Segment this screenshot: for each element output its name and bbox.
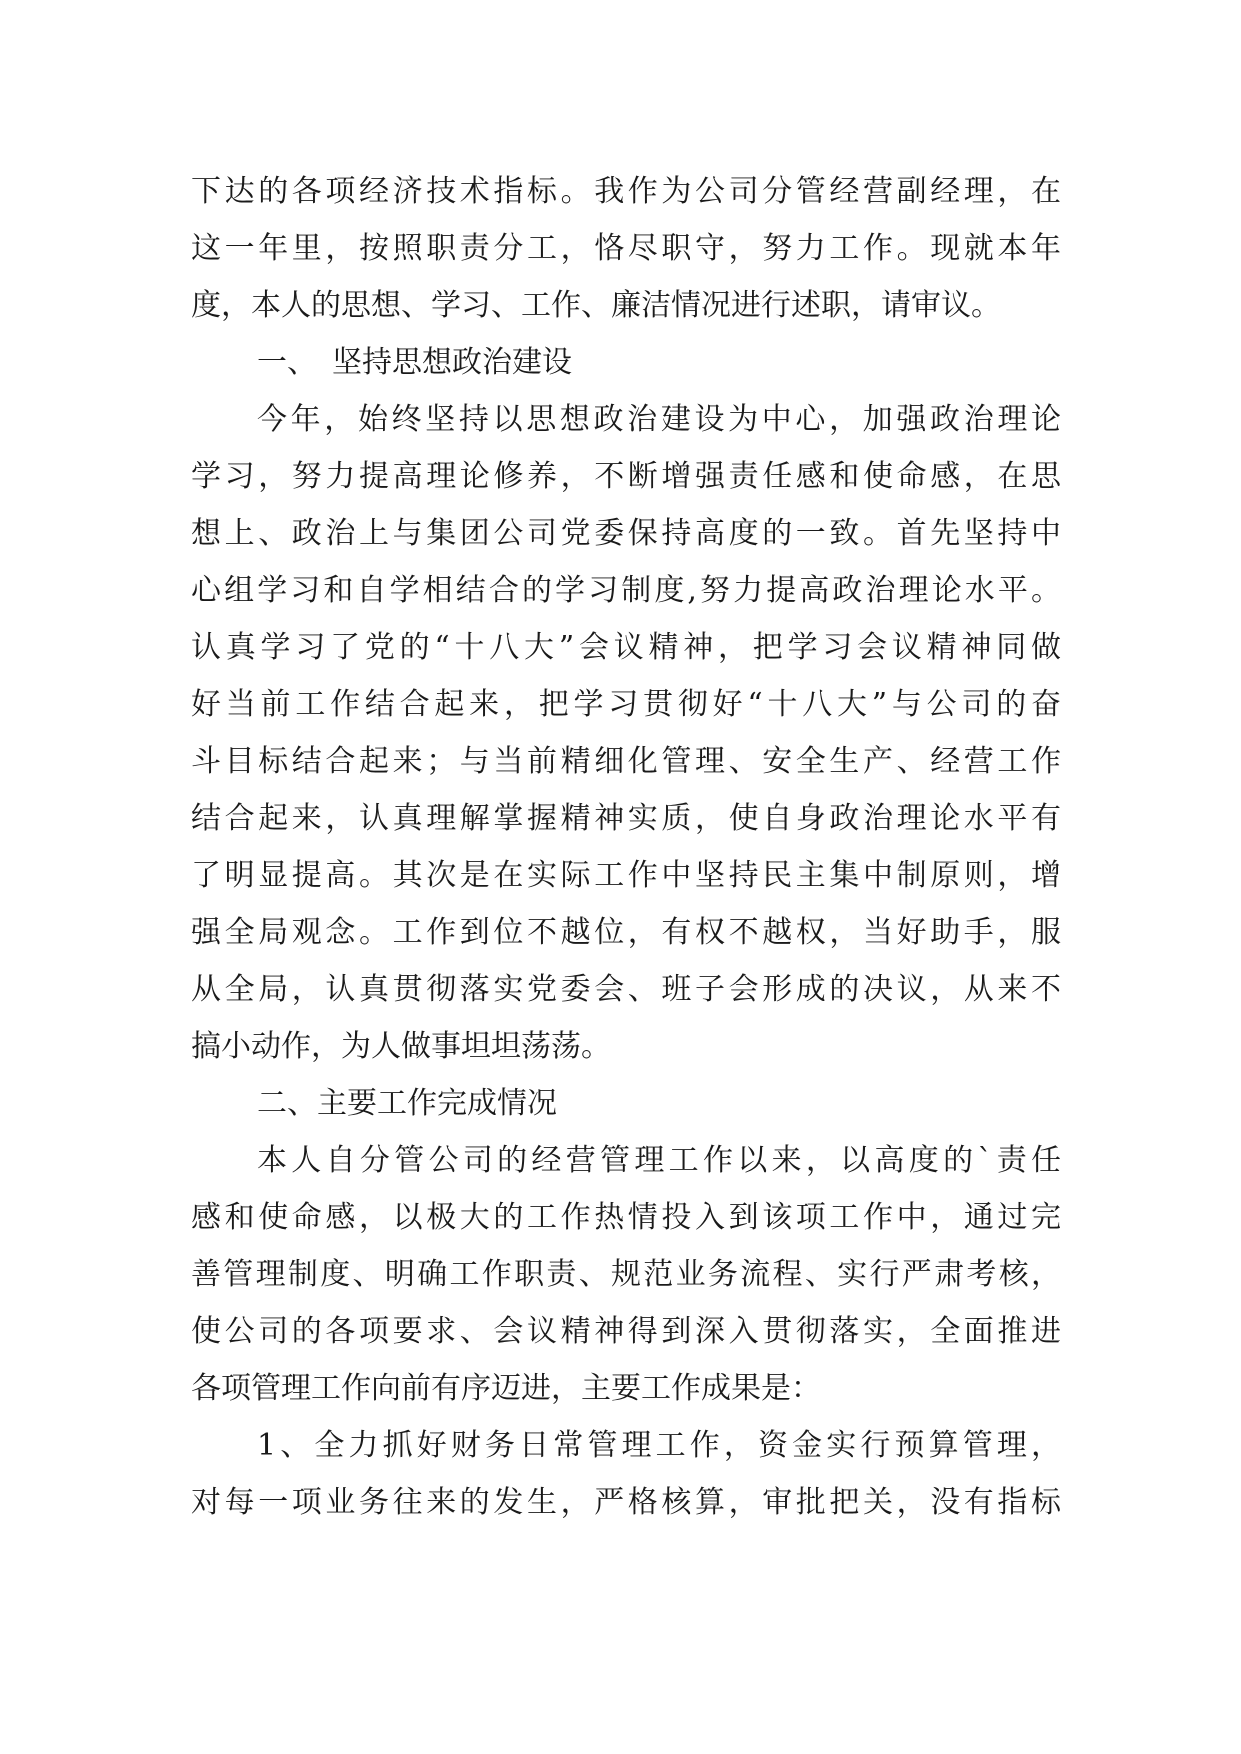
section-heading-1: 一、 坚持思想政治建设 xyxy=(257,345,572,380)
document-body xyxy=(191,163,1061,1531)
paragraph-line: 认真学习了党的“十八大”会议精神，把学习会议精神同做 xyxy=(191,630,1061,665)
paragraph-line: 斗目标结合起来；与当前精细化管理、安全生产、经营工作 xyxy=(191,744,1061,779)
paragraph-line: 从全局，认真贯彻落实党委会、班子会形成的决议，从来不 xyxy=(191,972,1061,1007)
paragraph-line: 搞小动作，为人做事坦坦荡荡。 xyxy=(191,1029,611,1064)
paragraph-line: 善管理制度、明确工作职责、规范业务流程、实行严肃考核， xyxy=(191,1257,1061,1292)
paragraph-line: 1、全力抓好财务日常管理工作，资金实行预算管理， xyxy=(257,1428,1061,1463)
paragraph-line: 学习，努力提高理论修养，不断增强责任感和使命感，在思 xyxy=(191,459,1061,494)
paragraph-line: 使公司的各项要求、会议精神得到深入贯彻落实，全面推进 xyxy=(191,1314,1061,1349)
paragraph-line: 下达的各项经济技术指标。我作为公司分管经营副经理，在 xyxy=(191,174,1061,209)
paragraph-line: 今年，始终坚持以思想政治建设为中心，加强政治理论 xyxy=(257,402,1061,437)
section-heading-2: 二、主要工作完成情况 xyxy=(257,1086,557,1121)
paragraph-line: 心组学习和自学相结合的学习制度,努力提高政治理论水平。 xyxy=(191,573,1061,608)
paragraph-line: 强全局观念。工作到位不越位，有权不越权，当好助手，服 xyxy=(191,915,1061,950)
paragraph-line: 本人自分管公司的经营管理工作以来，以高度的`责任 xyxy=(257,1143,1061,1178)
paragraph-line: 想上、政治上与集团公司党委保持高度的一致。首先坚持中 xyxy=(191,516,1061,551)
paragraph-line: 了明显提高。其次是在实际工作中坚持民主集中制原则，增 xyxy=(191,858,1061,893)
paragraph-line: 感和使命感，以极大的工作热情投入到该项工作中，通过完 xyxy=(191,1200,1061,1235)
paragraph-line: 好当前工作结合起来，把学习贯彻好“十八大”与公司的奋 xyxy=(191,687,1061,722)
paragraph-line: 这一年里，按照职责分工，恪尽职守，努力工作。现就本年 xyxy=(191,231,1061,266)
paragraph-line: 各项管理工作向前有序迈进，主要工作成果是： xyxy=(191,1371,821,1406)
paragraph-line: 度，本人的思想、学习、工作、廉洁情况进行述职，请审议。 xyxy=(191,288,1001,323)
paragraph-line: 对每一项业务往来的发生，严格核算，审批把关，没有指标 xyxy=(191,1485,1061,1520)
paragraph-line: 结合起来，认真理解掌握精神实质，使自身政治理论水平有 xyxy=(191,801,1061,836)
